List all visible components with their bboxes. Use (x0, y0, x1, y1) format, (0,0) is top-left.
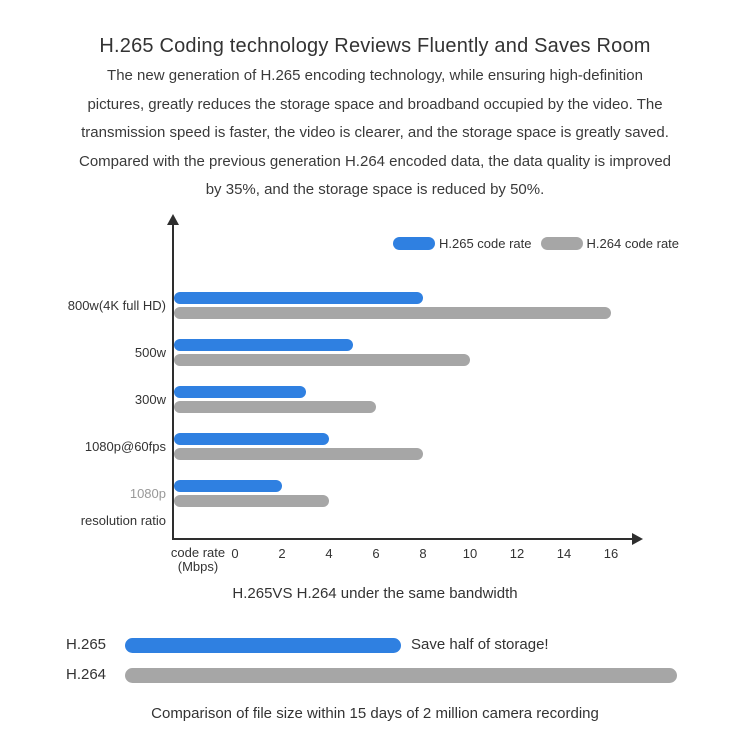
storage-caption: Comparison of file size within 15 days of 2 million camera recording (151, 705, 599, 722)
x-tick-label: 4 (325, 546, 333, 561)
y-axis-title: resolution ratio (80, 513, 166, 528)
x-tick-label: 16 (603, 546, 619, 561)
row-label: 300w (134, 392, 166, 407)
storage-annotation: Save half of storage! (411, 636, 549, 653)
description-line: pictures, greatly reduces the storage space and broadband occupied by the video. The (87, 95, 663, 113)
legend-label-h265: H.265 code rate (439, 236, 532, 251)
x-axis-title-line2: (Mbps) (177, 559, 219, 574)
description-line: The new generation of H.265 encoding technology, while ensuring high-definition (107, 67, 643, 84)
chart-caption: H.265VS H.264 under the same bandwidth (232, 585, 518, 602)
x-tick-label: 12 (509, 546, 525, 561)
x-tick-label: 14 (556, 546, 572, 561)
x-tick-label: 2 (278, 546, 286, 561)
legend-label-h264: H.264 code rate (586, 236, 680, 251)
description-line: transmission speed is faster, the video is clearer, and the storage space is greatly saved. (81, 124, 669, 141)
row-label: 1080p@60fps (84, 439, 166, 454)
storage-label: H.264 (66, 666, 107, 683)
row-label: 800w(4K full HD) (67, 298, 166, 313)
storage-bar (125, 668, 677, 683)
page-title: H.265 Coding technology Reviews Fluently and Saves Room (99, 35, 651, 58)
x-tick-label: 10 (462, 546, 478, 561)
storage-bar (125, 638, 401, 653)
row-label: 1080p (129, 486, 166, 501)
storage-label: H.265 (66, 636, 107, 653)
x-axis-title-line1: code rate (170, 545, 226, 560)
row-label: 500w (134, 345, 166, 360)
x-tick-label: 0 (231, 546, 239, 561)
x-tick-label: 6 (372, 546, 380, 561)
description-line: Compared with the previous generation H.264 encoded data, the data quality is improved (78, 152, 672, 170)
description-line: by 35%, and the storage space is reduced by 50%. (205, 181, 545, 198)
x-tick-label: 8 (419, 546, 427, 561)
